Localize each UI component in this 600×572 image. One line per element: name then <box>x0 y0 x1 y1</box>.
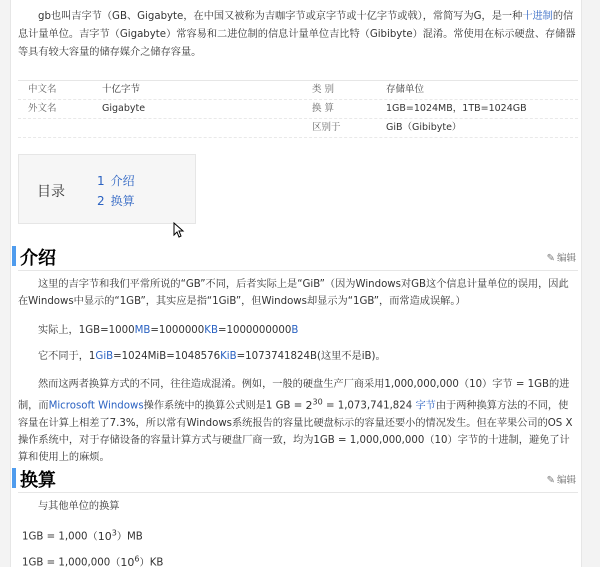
convert-paragraph-1: 与其他单位的换算 <box>38 501 120 512</box>
pencil-icon: ✎ <box>546 475 555 486</box>
section-accent-bar <box>12 246 16 266</box>
toc-item-intro[interactable] <box>97 171 135 191</box>
infobox-value: Gigabyte <box>102 103 146 114</box>
intro-summary <box>18 8 578 62</box>
infobox-value <box>102 119 312 137</box>
power-expression: $10^6$ <box>120 554 140 569</box>
power-expression: $10^3$ <box>97 528 117 543</box>
infobox-key: 类 别 <box>312 84 335 95</box>
mouse-pointer-icon <box>173 222 185 238</box>
infobox-value: 1GB=1024MB，1TB=1024GB <box>386 103 527 114</box>
intro-paragraph-1: 这里的吉字节和我们平常所说的“GB”不同，后者实际上是“GiB”（因为Windows对GB这个信息计量单位的误用，因此在Windows中显示的“1GB”，其实应是指“1GiB”，但Windows却显示为“1GB”，而常造成误解。） <box>18 279 569 307</box>
intro-paragraph: gb也叫吉字节（GB、Gigabyte，在中国又被称为吉咖字节或京字节或十亿字节或戟），常简写为G，是一种十进制的信息计量单位。吉字节（Gigabyte）常容易和二进位制的信息计量单位吉比特（Gibibyte）混淆。常使用在标示硬盘、存储器等具有较大容量的储存媒介之储存容量。 <box>18 11 576 58</box>
infobox-key: 换 算 <box>312 103 335 114</box>
power-expression: $2^{30}$ <box>305 397 323 412</box>
toc-item-label: 换算 <box>110 194 135 208</box>
toc-items <box>97 171 135 211</box>
infobox-key: 外文名 <box>28 103 57 114</box>
convert-line-1: $1GB = 1,000(10^3)MB$ <box>22 528 143 543</box>
section-accent-bar <box>12 468 16 488</box>
infobox-key <box>18 119 102 137</box>
infobox-value: 十亿字节 <box>102 84 141 95</box>
kib-link[interactable]: KiB <box>220 351 237 362</box>
right-margin <box>581 0 600 567</box>
infobox-value: GiB（Gibibyte） <box>386 122 462 133</box>
infobox-key: 区别于 <box>312 122 341 133</box>
decimal-link[interactable]: 十进制 <box>522 11 553 22</box>
infobox <box>18 80 578 138</box>
section-head-convert <box>18 466 578 493</box>
infobox-row <box>18 119 578 138</box>
infobox-key: 中文名 <box>28 84 57 95</box>
toc-item-convert[interactable] <box>97 191 135 211</box>
edit-button[interactable] <box>547 250 576 264</box>
toc-item-number: 1 <box>97 174 105 188</box>
intro-paragraph-2: 实际上，1GB=1000MB=1000000KB=1000000000B <box>38 325 299 336</box>
intro-paragraph-4: 然而这两者换算方式的不同，往往造成混淆。例如，一般的硬盘生产厂商采用1,000,000,000（10）字节 = 1GB的进制，而Microsoft Windows操作系统中的换算公式则是1 GB = $2^{30} = 1,073,741,824$ 字节由于两种换算方法的不同，使容量在计算上相差了7.3%，所以常有Windows系统报告的容量比硬盘标示的容量还要小的情况发生。但在苹果公司的OS X操作系统中，对于存储设备的容量计算方式与硬盘厂商一致，均为1GB = 1,000,000,000（10）字节的十进制，避免了计算和使用上的麻烦。 <box>18 379 573 463</box>
toc-box <box>18 154 196 224</box>
byte-link[interactable]: 字节 <box>415 400 436 412</box>
infobox-row <box>18 100 578 119</box>
table-of-contents <box>18 154 578 222</box>
toc-title: 目录 <box>37 184 65 200</box>
gib-link[interactable]: GiB <box>95 351 114 362</box>
toc-item-label: 介绍 <box>110 174 135 188</box>
b-link[interactable]: B <box>291 325 299 336</box>
section-title: 介绍 <box>20 248 56 269</box>
windows-link[interactable]: Microsoft Windows <box>48 400 144 412</box>
edit-button[interactable] <box>547 472 576 486</box>
mb-link[interactable]: MB <box>134 325 151 336</box>
infobox-row <box>18 81 578 100</box>
edit-label: 编辑 <box>556 253 576 264</box>
kb-link[interactable]: KB <box>204 325 218 336</box>
toc-item-number: 2 <box>97 194 105 208</box>
left-margin <box>0 0 11 567</box>
edit-label: 编辑 <box>556 475 576 486</box>
convert-line-2: $1GB = 1,000,000(10^6)KB$ <box>22 554 164 569</box>
infobox-value-link[interactable]: 存储单位 <box>386 84 425 95</box>
pencil-icon: ✎ <box>546 253 555 264</box>
intro-paragraph-3: 它不同于，1GiB=1024MiB=1048576KiB=1073741824B(这里不是iB)。 <box>38 351 386 362</box>
section-head-intro <box>18 244 578 271</box>
section-title: 换算 <box>20 470 56 491</box>
